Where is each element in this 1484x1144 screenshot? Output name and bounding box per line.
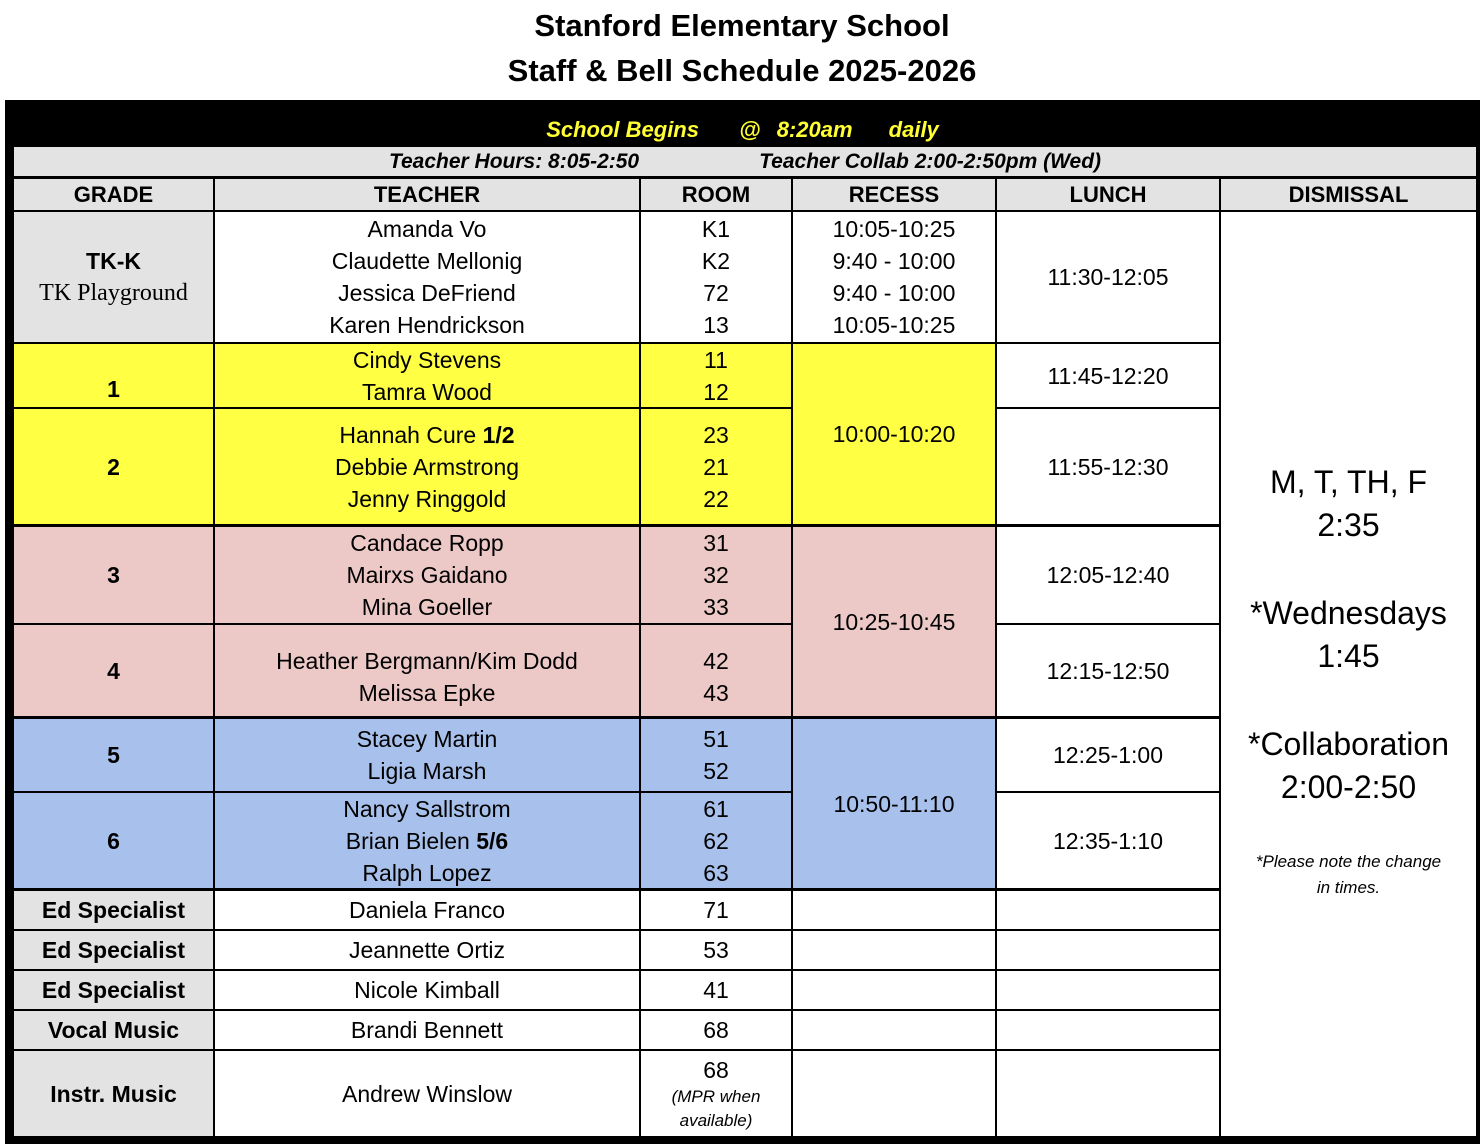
specialist-grade: Ed Specialist — [14, 931, 213, 969]
grade-label: 4 — [107, 657, 120, 684]
specialist-teacher: Andrew Winslow — [215, 1051, 639, 1136]
dismissal-wednesday: *Wednesdays — [1250, 595, 1447, 631]
specialist-teacher: Brandi Bennett — [215, 1011, 639, 1049]
room-number: 31 — [703, 530, 729, 556]
teacher-name: Tamra Wood — [362, 378, 492, 405]
teachers-g2 — [215, 409, 639, 524]
teachers-g3 — [215, 527, 639, 623]
specialist-grade: Ed Specialist — [14, 971, 213, 1009]
grade-label: 6 — [107, 827, 120, 854]
room-number: 72 — [703, 280, 729, 306]
specialist-recess-empty — [793, 1051, 995, 1136]
teacher-hours: Teacher Hours: 8:05-2:50 — [388, 149, 640, 173]
specialist-recess-empty — [793, 931, 995, 969]
lunch-g2: 11:55-12:30 — [997, 409, 1219, 524]
teacher-name: Cindy Stevens — [352, 346, 502, 373]
lunch-g5: 12:25-1:00 — [997, 719, 1219, 791]
rooms-g5 — [641, 719, 791, 791]
specialist-recess-empty — [793, 971, 995, 1009]
teacher-collab-hours: Teacher Collab 2:00-2:50pm (Wed) — [759, 149, 1102, 173]
specialist-teacher: Jeannette Ortiz — [215, 931, 639, 969]
room-number: 33 — [703, 594, 729, 620]
title-school: Stanford Elementary School — [534, 8, 950, 43]
teacher-name: Jessica DeFriend — [338, 280, 516, 306]
room-number: 21 — [703, 453, 729, 480]
specialist-room: 53 — [641, 931, 791, 969]
grade-label: 3 — [107, 562, 120, 588]
teacher-name-text: Hannah Cure — [339, 421, 483, 448]
specialist-teacher: Nicole Kimball — [215, 971, 639, 1009]
grade-label: TK-K — [86, 248, 141, 274]
teacher-name: Jenny Ringgold — [347, 485, 507, 512]
grade-location: TK Playground — [39, 280, 188, 306]
banner-at: @ — [739, 117, 761, 142]
room-number: K2 — [701, 248, 731, 274]
schedule-table — [5, 100, 1480, 1144]
grade-6 — [14, 793, 213, 888]
room-note: available) — [679, 1110, 753, 1130]
room-number: 42 — [703, 647, 729, 674]
room-number: 68 — [703, 1056, 729, 1083]
grade-1 — [14, 344, 213, 407]
grade-label: 1 — [107, 376, 120, 402]
recess-time: 9:40 - 10:00 — [832, 248, 956, 274]
rooms-g4 — [641, 625, 791, 716]
grade-label: 2 — [107, 453, 120, 480]
room-number: 63 — [703, 859, 729, 886]
dismissal-collaboration: *Collaboration — [1247, 726, 1449, 762]
dismissal-note: *Please note the change — [1255, 852, 1442, 871]
teacher-name — [346, 825, 508, 857]
grade-tk — [14, 212, 213, 342]
room-number: 62 — [703, 827, 729, 854]
lunch-g3: 12:05-12:40 — [997, 527, 1219, 623]
teacher-hours-row — [14, 147, 1476, 176]
grade-3 — [14, 527, 213, 623]
dismissal-days: M, T, TH, F — [1269, 464, 1428, 500]
room-number: 32 — [703, 562, 729, 588]
header-room: ROOM — [641, 179, 791, 210]
specialist-room: 68 — [641, 1011, 791, 1049]
dismissal-note: in times. — [1316, 878, 1381, 897]
room-number: 13 — [703, 312, 729, 338]
recess-g3-g4: 10:25-10:45 — [793, 527, 995, 716]
dismissal-column — [1221, 212, 1476, 1136]
lunch-tk: 11:30-12:05 — [997, 212, 1219, 342]
teacher-name: Karen Hendrickson — [329, 312, 525, 338]
lunch-g6: 12:35-1:10 — [997, 793, 1219, 888]
room-number: 43 — [703, 679, 729, 706]
specialist-grade: Vocal Music — [14, 1011, 213, 1049]
teacher-name: Nancy Sallstrom — [343, 795, 511, 822]
grade-4 — [14, 625, 213, 716]
banner-freq: daily — [888, 117, 939, 142]
specialist-lunch-empty — [997, 1051, 1219, 1136]
recess-tk — [793, 212, 995, 342]
specialist-room: 71 — [641, 891, 791, 929]
teacher-name: Mairxs Gaidano — [346, 562, 508, 588]
lunch-g1: 11:45-12:20 — [997, 344, 1219, 407]
specialist-room: 41 — [641, 971, 791, 1009]
room-number: K1 — [701, 216, 731, 242]
dismissal-collaboration-time: 2:00-2:50 — [1280, 769, 1417, 805]
teacher-name: Claudette Mellonig — [331, 248, 523, 274]
specialist-lunch-empty — [997, 931, 1219, 969]
grade-2 — [14, 409, 213, 524]
dismissal-days-time: 2:35 — [1317, 507, 1380, 543]
teacher-name: Mina Goeller — [361, 594, 493, 620]
specialist-lunch-empty — [997, 971, 1219, 1009]
teacher-name: Melissa Epke — [358, 679, 496, 706]
teacher-name: Heather Bergmann/Kim Dodd — [276, 647, 578, 674]
teachers-g4 — [215, 625, 639, 716]
teacher-name: Amanda Vo — [367, 216, 487, 242]
specialist-recess-empty — [793, 1011, 995, 1049]
grade-5 — [14, 719, 213, 791]
specialist-teacher: Daniela Franco — [215, 891, 639, 929]
teachers-g5 — [215, 719, 639, 791]
teacher-name: Candace Ropp — [350, 530, 504, 556]
teacher-name: Ligia Marsh — [367, 758, 487, 784]
header-lunch: LUNCH — [997, 179, 1219, 210]
teachers-g6 — [215, 793, 639, 888]
teacher-name: Debbie Armstrong — [334, 453, 520, 480]
banner-time: 8:20am — [776, 117, 853, 142]
room-number: 22 — [703, 485, 729, 512]
recess-time: 10:05-10:25 — [832, 312, 956, 338]
rooms-tk — [641, 212, 791, 342]
room-number: 61 — [703, 795, 729, 822]
teacher-name-text: Brian Bielen — [345, 827, 477, 854]
specialist-lunch-empty — [997, 891, 1219, 929]
header-teacher: TEACHER — [215, 179, 639, 210]
recess-g5-g6: 10:50-11:10 — [793, 719, 995, 888]
header-dismissal: DISMISSAL — [1221, 179, 1476, 210]
dismissal-wednesday-time: 1:45 — [1317, 638, 1380, 674]
title-schedule: Staff & Bell Schedule 2025-2026 — [507, 53, 977, 88]
room-number: 12 — [703, 378, 729, 405]
teacher-name: Stacey Martin — [356, 726, 498, 752]
banner-label: School Begins — [546, 117, 699, 142]
room-number: 51 — [703, 726, 729, 752]
lunch-g4: 12:15-12:50 — [997, 625, 1219, 716]
rooms-g2 — [641, 409, 791, 524]
specialist-room — [641, 1051, 791, 1136]
room-note: (MPR when — [671, 1086, 761, 1106]
rooms-g6 — [641, 793, 791, 888]
recess-g1-g2: 10:00-10:20 — [793, 344, 995, 524]
school-begins-banner — [5, 115, 1480, 144]
teachers-tk — [215, 212, 639, 342]
room-number: 23 — [703, 421, 729, 448]
rooms-g3 — [641, 527, 791, 623]
rooms-g1 — [641, 344, 791, 407]
header-grade: GRADE — [14, 179, 213, 210]
header-recess: RECESS — [793, 179, 995, 210]
teacher-name: Ralph Lopez — [362, 859, 492, 886]
teacher-name — [339, 419, 514, 451]
teachers-g1 — [215, 344, 639, 407]
specialist-grade: Ed Specialist — [14, 891, 213, 929]
specialist-recess-empty — [793, 891, 995, 929]
room-number: 11 — [704, 346, 728, 373]
recess-time: 9:40 - 10:00 — [832, 280, 956, 306]
combo-grade-tag: 5/6 — [476, 827, 509, 854]
combo-grade-tag: 1/2 — [482, 421, 515, 448]
recess-time: 10:05-10:25 — [832, 216, 956, 242]
room-number: 52 — [703, 758, 729, 784]
grade-label: 5 — [107, 742, 120, 768]
specialist-lunch-empty — [997, 1011, 1219, 1049]
specialist-grade: Instr. Music — [14, 1051, 213, 1136]
